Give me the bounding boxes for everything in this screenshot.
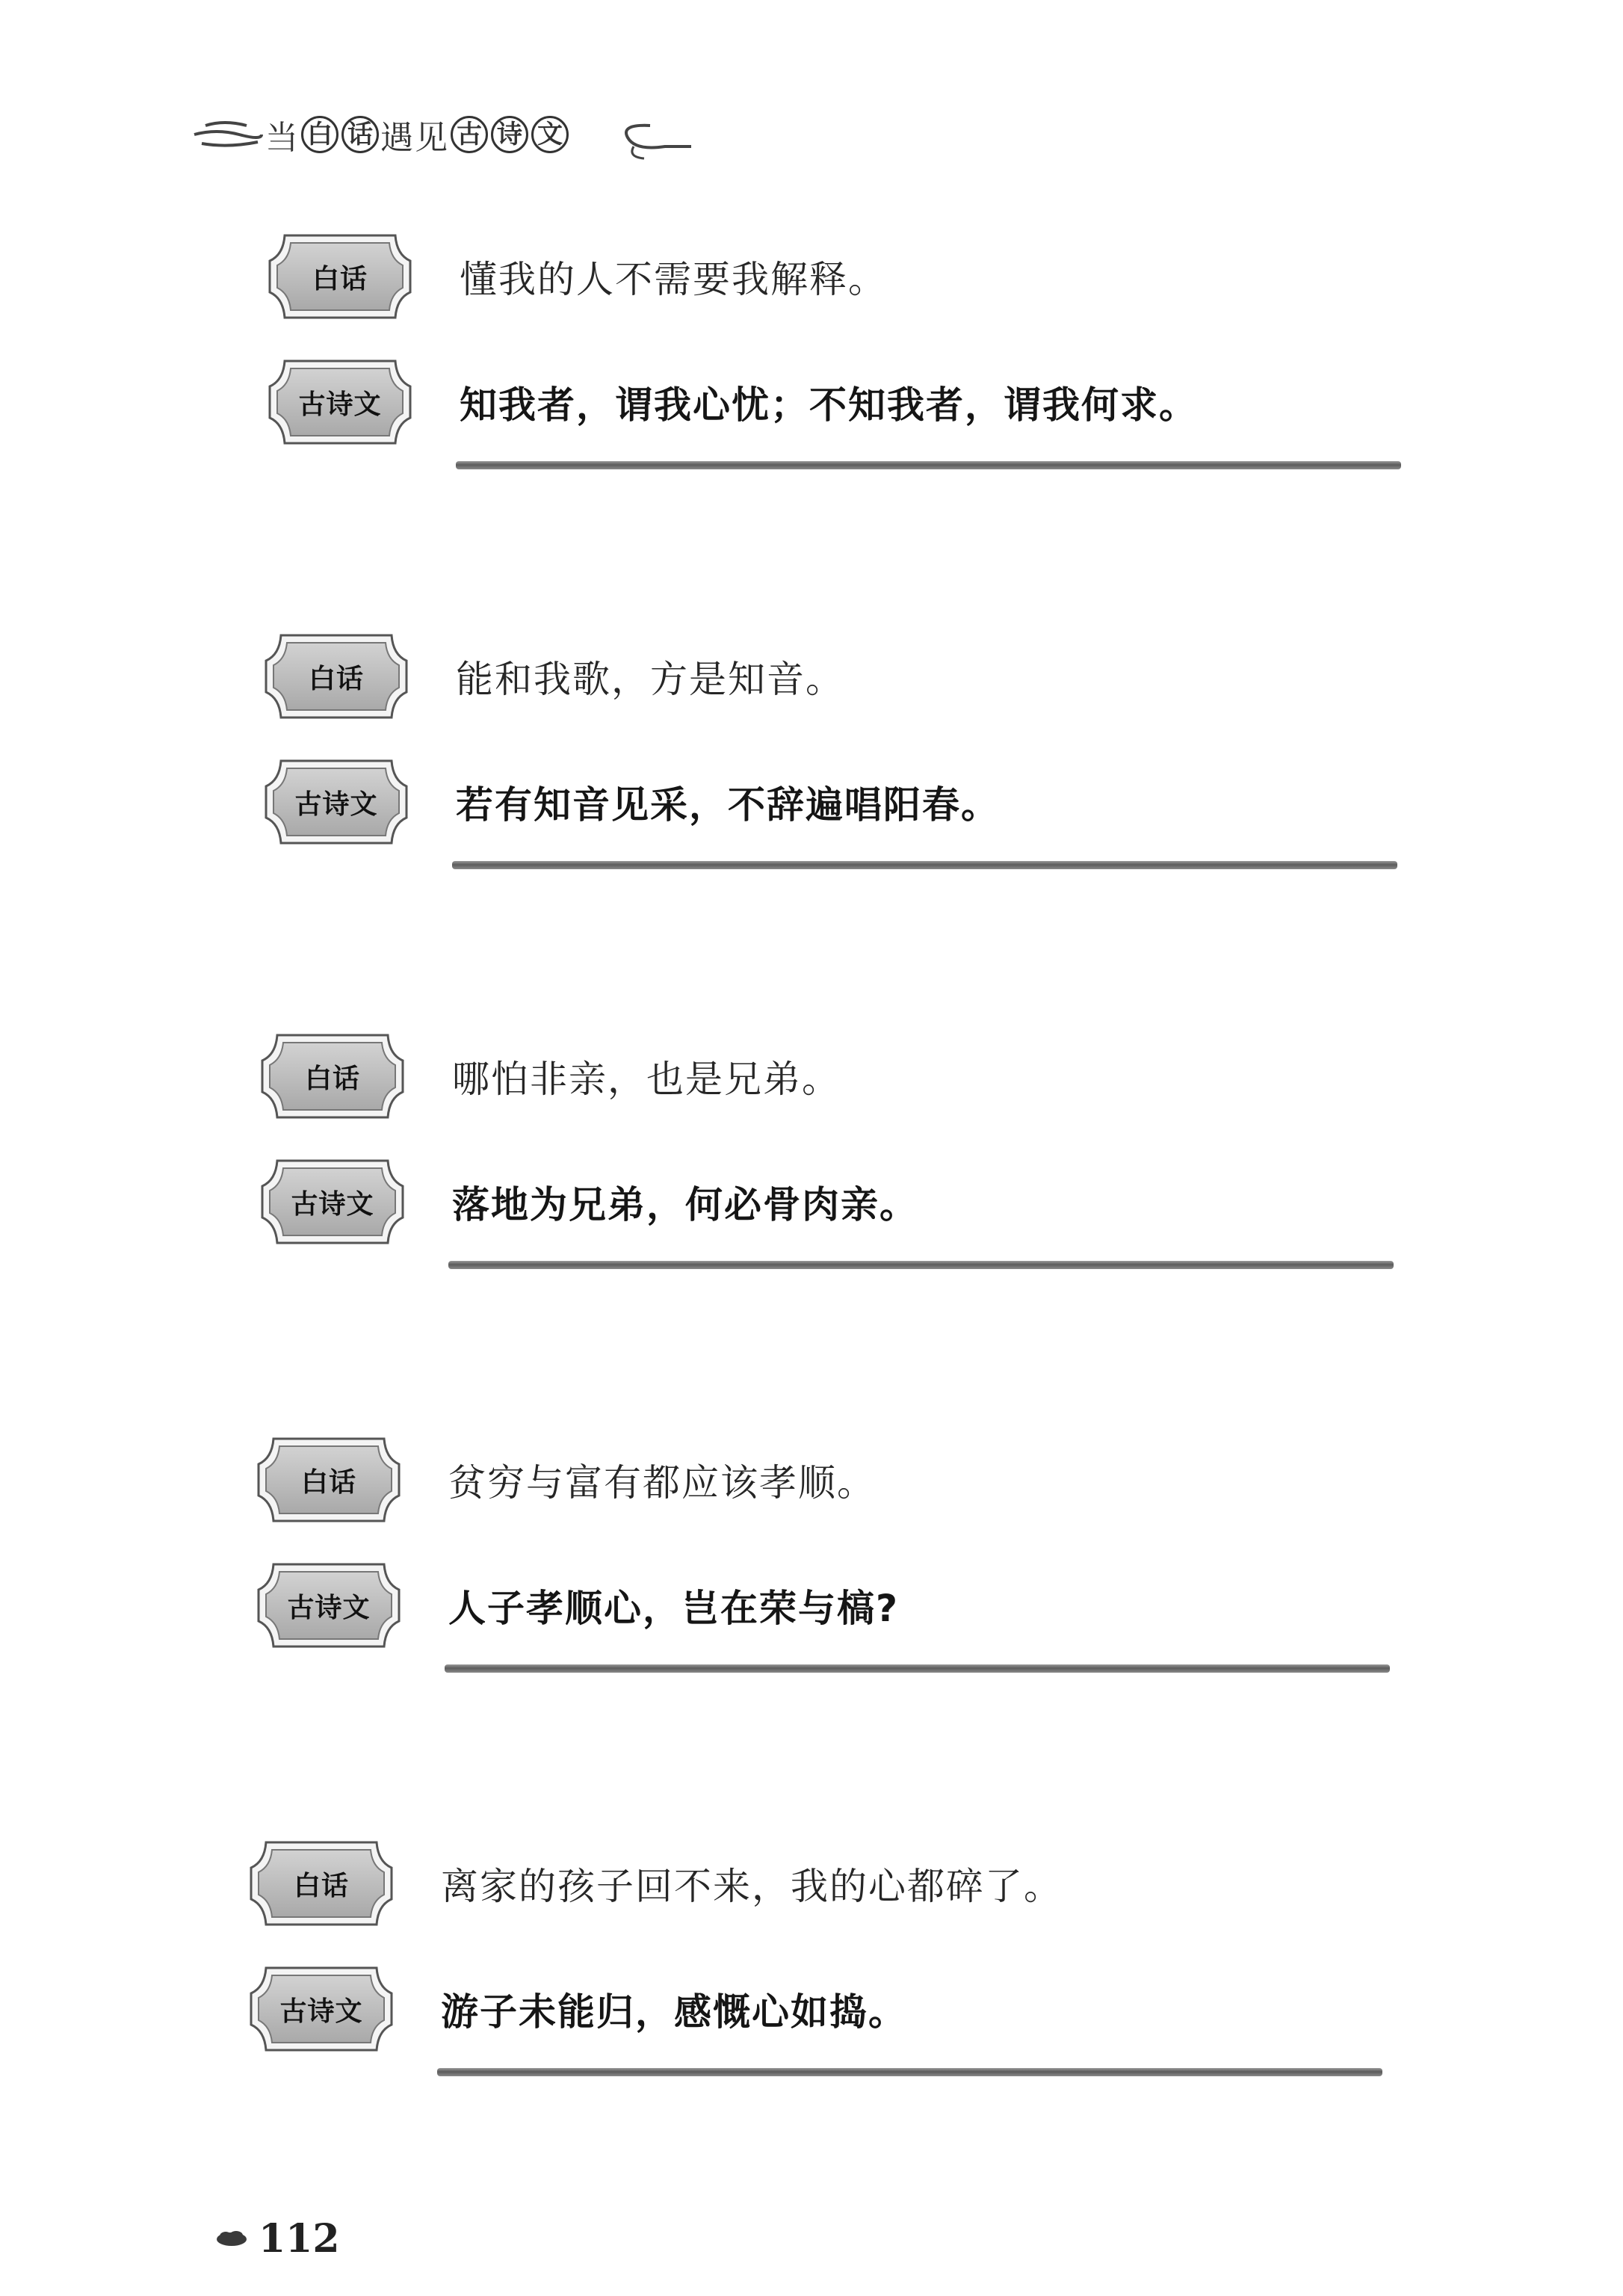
entry-block [262,628,1427,874]
gushiwen-line [254,1557,1420,1654]
baihua-line [254,1431,1420,1528]
header-circle-char: 文 [531,116,569,153]
running-header [187,105,695,164]
gushiwen-badge-label: 古诗文 [294,789,378,820]
divider-rule [437,2068,1382,2076]
header-prefix: 当 [265,119,300,157]
gushiwen-line [258,1153,1423,1250]
gushiwen-badge-label: 古诗文 [287,1592,371,1623]
gushiwen-badge [254,1557,404,1654]
entry-block [254,1431,1420,1678]
baihua-sentence: 哪怕非亲，也是兄弟。 [452,1058,841,1101]
baihua-badge-label: 白话 [293,1870,349,1901]
header-title [265,111,570,158]
divider-rule [452,861,1397,869]
baihua-sentence: 懂我的人不需要我解释。 [460,258,887,301]
gushiwen-line [265,354,1431,451]
baihua-badge-label: 白话 [300,1466,356,1498]
baihua-badge-label: 白话 [312,263,368,294]
baihua-badge-label: 白话 [308,663,364,694]
gushiwen-badge [247,1960,396,2058]
divider-rule [445,1664,1390,1673]
baihua-line [262,628,1427,725]
page-number: 112 [259,2215,340,2262]
cloud-mark-icon [215,2230,248,2247]
page-footer [215,2212,340,2265]
header-circle-char: 白 [301,116,338,153]
header-circle-char: 话 [341,116,379,153]
baihua-sentence: 贫穷与富有都应该孝顺。 [448,1461,876,1505]
baihua-badge [247,1835,396,1932]
baihua-sentence: 离家的孩子回不来，我的心都碎了。 [441,1865,1063,1908]
baihua-badge-label: 白话 [304,1063,360,1094]
baihua-badge [262,628,411,725]
baihua-badge [265,228,415,325]
gushiwen-line [247,1960,1412,2058]
entry-block [247,1835,1412,2081]
gushiwen-badge-label: 古诗文 [291,1188,374,1220]
baihua-line [247,1835,1412,1932]
gushiwen-badge [262,753,411,851]
gushiwen-badge-label: 古诗文 [279,1996,363,2027]
gushiwen-badge-label: 古诗文 [298,389,382,420]
gushiwen-line [262,753,1427,851]
gushiwen-sentence: 若有知音见采，不辞遍唱阳春。 [456,783,1000,827]
header-middle: 遇见 [380,119,449,157]
baihua-line [265,228,1431,325]
baihua-sentence: 能和我歌，方是知音。 [456,658,844,701]
gushiwen-sentence: 游子未能归，感慨心如捣。 [441,1990,907,2034]
baihua-badge [258,1028,407,1125]
baihua-badge [254,1431,404,1528]
gushiwen-badge [258,1153,407,1250]
divider-rule [448,1261,1394,1269]
divider-rule [456,461,1401,469]
gushiwen-sentence: 落地为兄弟，何必骨肉亲。 [452,1183,918,1226]
gushiwen-badge [265,354,415,451]
header-circle-char: 古 [451,116,488,153]
entry-block [258,1028,1423,1274]
gushiwen-sentence: 知我者，谓我心忧；不知我者，谓我何求。 [460,383,1198,427]
gushiwen-sentence: 人子孝顺心，岂在荣与槁? [448,1587,900,1630]
header-circle-char: 诗 [491,116,528,153]
entry-block [265,228,1431,475]
baihua-line [258,1028,1423,1125]
